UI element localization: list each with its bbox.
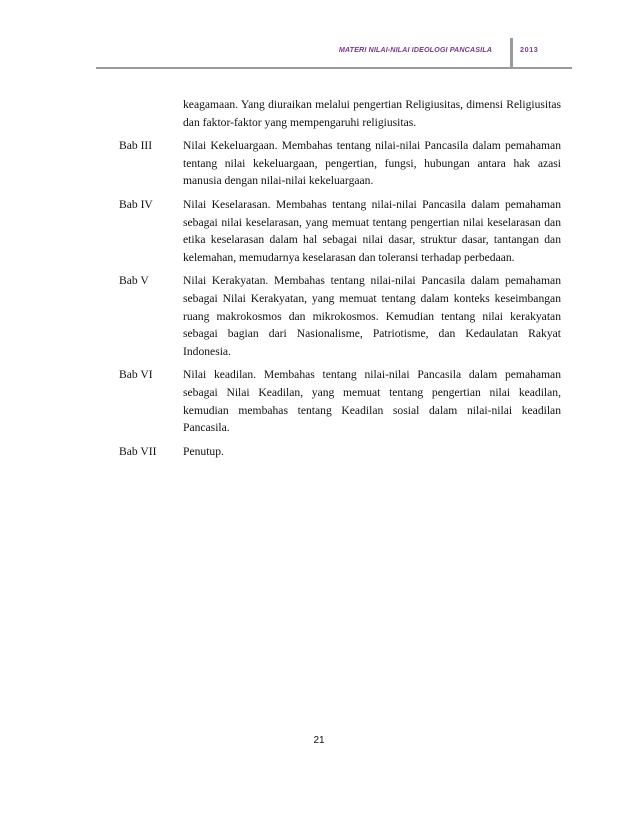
page-header: [96, 38, 572, 68]
chapter-entry-bab-vi: [119, 366, 561, 436]
chapter-entry-bab-iii: [119, 137, 561, 190]
header-rule: [96, 67, 572, 69]
chapter-label: Bab V: [119, 274, 149, 288]
continued-paragraph: keagamaan. Yang diuraikan melalui pengertian Religiusitas, dimensi Religiusitas dan faktor-faktor yang mempengaruhi religiusitas.: [183, 98, 561, 129]
header-year: 2013: [520, 45, 539, 54]
chapter-entry-bab-iv: [119, 196, 561, 266]
chapter-description: Penutup.: [183, 444, 224, 458]
chapter-list: [119, 96, 561, 466]
chapter-description: Nilai Kerakyatan. Membahas tentang nilai-nilai Pancasila dalam pemahaman sebagai Nilai Kerakyatan, yang memuat tentang dalam konteks keseimbangan ruang makrokosmos dan mikrokosmos. Kemudian tentang nilai kerakyatan sebagai bagian dari Nasionalisme, Patriotisme, dan Kedaulatan Rakyat Indonesia.: [183, 274, 561, 358]
chapter-label: Bab VI: [119, 368, 153, 382]
chapter-entry-bab-vii: [119, 443, 561, 461]
chapter-description: Nilai Kekeluargaan. Membahas tentang nilai-nilai Pancasila dalam pemahaman tentang nilai kekeluargaan, pengertian, fungsi, hubungan antara hak azasi manusia dengan nilai-nilai kekeluargaan.: [183, 139, 561, 188]
page-number: 21: [313, 735, 325, 746]
chapter-label: Bab VII: [119, 444, 157, 458]
chapter-label: Bab III: [119, 139, 153, 153]
header-title: MATERI NILAI-NILAI IDEOLOGI PANCASILA: [338, 45, 492, 54]
chapter-entry-bab-v: [119, 272, 561, 360]
header-divider: [510, 38, 513, 68]
chapter-description: Nilai Keselarasan. Membahas tentang nilai-nilai Pancasila dalam pemahaman sebagai nilai keselarasan, yang memuat tentang pengertian nilai keselarasan dan etika keselarasan dalam hal sebagai nilai dasar, struktur dasar, tantangan dan kelemahan, memudarnya keselarasan dan toleransi terhadap perbedaan.: [183, 197, 561, 264]
chapter-label: Bab IV: [119, 197, 153, 211]
chapter-description: Nilai keadilan. Membahas tentang nilai-nilai Pancasila dalam pemahaman sebagai Nilai Keadilan, yang memuat tentang pengertian nilai keadilan, kemudian membahas tentang Keadilan sosial dalam nilai-nilai keadilan Pancasila.: [183, 368, 561, 435]
